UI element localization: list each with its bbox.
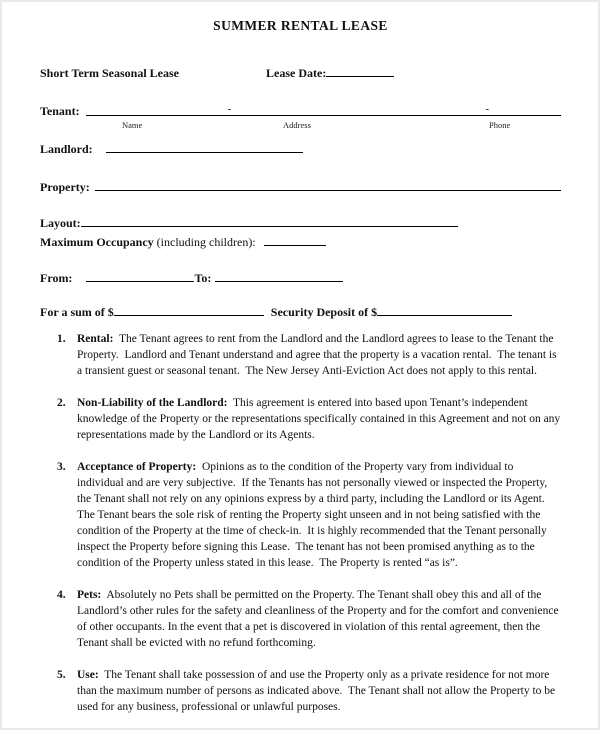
tenant-phone-segment — [489, 103, 561, 115]
clause-item-non-liability — [40, 395, 564, 443]
from-blank-line — [86, 269, 194, 282]
sum-blank-line — [114, 303, 264, 316]
clause-text — [77, 459, 561, 571]
lease-date-blank-line — [326, 64, 394, 77]
clause-paragraph: The Tenant agrees to rent from the Landlord and the Landlord agrees to lease to the Tenant the Property. Landlord and Tenant understand and agree that the property is a vacation rental. The tenant is a transient guest or seasonal tenant. The New Jersey Anti-Eviction Act does not apply to this rental. — [77, 333, 560, 377]
to-blank-line — [215, 269, 343, 282]
clause-label: Non-Liability of the Landlord: — [77, 397, 228, 409]
tenant-sublabel-row — [40, 120, 561, 133]
security-deposit-blank-line — [377, 303, 512, 316]
layout-blank-line — [81, 214, 458, 227]
clause-number: 1. — [57, 333, 66, 345]
tenant-name-sublabel: Name — [122, 120, 143, 130]
sum-row — [40, 303, 561, 320]
to-label: To: — [194, 271, 212, 285]
clause-label: Rental: — [77, 333, 114, 345]
document-title: SUMMER RENTAL LEASE — [213, 18, 388, 33]
subtitle-label: Short Term Seasonal Lease — [40, 66, 180, 80]
clause-label: Use: — [77, 669, 99, 681]
lease-date-label: Lease Date: — [266, 66, 327, 80]
clause-number: 3. — [57, 461, 66, 473]
tenant-row — [40, 103, 561, 119]
tenant-phone-sublabel: Phone — [489, 120, 511, 130]
tenant-address-segment — [231, 103, 485, 115]
layout-row — [40, 214, 561, 231]
clause-text — [77, 667, 561, 715]
landlord-blank-line — [106, 140, 303, 153]
from-label: From: — [40, 271, 73, 285]
max-occupancy-suffix: (including children): — [153, 235, 259, 249]
clause-paragraph: This agreement is entered into based upon Tenant’s independent knowledge of the Property or the representations specifically contained in this Agreement and not on any representations made by the Landlord or its Agents. — [77, 397, 564, 441]
max-occupancy-label: Maximum Occupancy — [40, 235, 154, 249]
max-occupancy-blank-line — [264, 233, 326, 246]
property-blank-line — [95, 178, 561, 191]
clause-item-rental — [40, 331, 561, 379]
clause-text — [77, 331, 561, 379]
clause-item-use — [40, 667, 561, 715]
document-content — [2, 2, 598, 728]
clause-paragraph: The Tenant shall take possession of and use the Property only as a private residence for not more than the maximum number of persons as indicated above. The Tenant shall not allow the Property to be used for any business, professional or unlawful purposes. — [77, 669, 559, 713]
property-label: Property: — [40, 180, 90, 194]
clause-label: Pets: — [77, 589, 102, 601]
tenant-address-sublabel: Address — [283, 120, 311, 130]
layout-label: Layout: — [40, 216, 81, 230]
sum-label: For a sum of $ — [40, 305, 114, 319]
max-occupancy-row — [40, 233, 561, 250]
clause-number: 5. — [57, 669, 66, 681]
clause-label: Acceptance of Property: — [77, 461, 197, 473]
clause-number: 4. — [57, 589, 66, 601]
clause-text — [77, 587, 561, 651]
clause-list — [40, 331, 564, 715]
property-row — [40, 178, 561, 195]
tenant-separator-dash: - — [227, 103, 232, 115]
landlord-label: Landlord: — [40, 142, 93, 156]
clause-item-pets — [40, 587, 561, 651]
security-deposit-label: Security Deposit of $ — [270, 305, 378, 319]
tenant-separator-dash: - — [485, 103, 489, 115]
clause-paragraph: Absolutely no Pets shall be permitted on the Property. The Tenant shall obey this and all of the Landlord’s other rules for the safety and cleanliness of the Property and for the comfort and convenience of other occupants. In the event that a pet is discovered in violation of this rental agreement, then the Tenant shall be evicted with no refund forthcoming. — [77, 589, 562, 649]
subtitle-row — [40, 64, 561, 81]
clause-text — [77, 395, 564, 443]
tenant-name-segment — [86, 103, 228, 115]
clause-number: 2. — [57, 397, 66, 409]
tenant-label: Tenant: — [40, 104, 80, 118]
from-to-row — [40, 269, 561, 286]
landlord-row — [40, 140, 561, 157]
tenant-blank-line — [86, 103, 561, 116]
clause-item-acceptance — [40, 459, 561, 571]
clause-paragraph: Opinions as to the condition of the Property vary from individual to individual and are very subjective. If the Tenants has not personally viewed or inspected the Property, the Tenant shall not rely on any opinions express by a third party, including the Landlord or its Agent. The Tenant bears the sole risk of renting the Property sight unseen and in not being satisfied with the condition of the Property at the time of check-in. It is highly recommended that the Tenant personally inspect the Property before signing this Lease. The tenant has not been promised anything as to the condition of the Property unless stated in this lease. The Property is rented “as is”. — [77, 461, 551, 569]
